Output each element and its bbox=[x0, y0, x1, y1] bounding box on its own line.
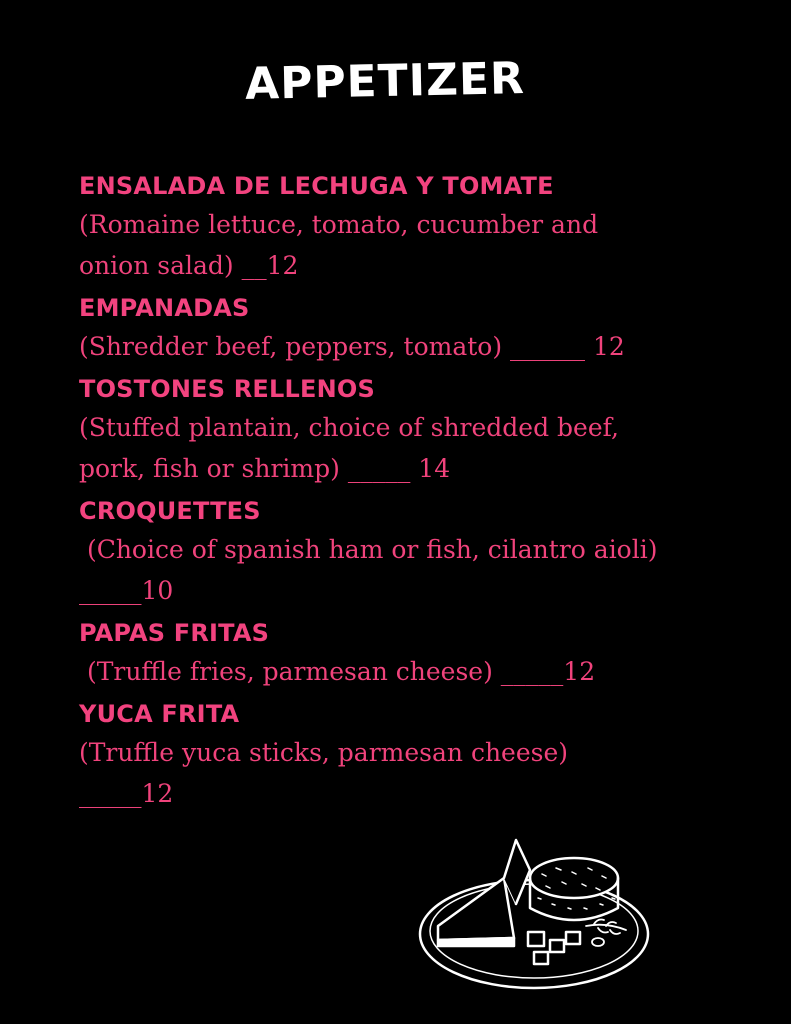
appetizer-list bbox=[79, 168, 729, 818]
menu-item bbox=[79, 615, 729, 692]
item-description-line: (Stuffed plantain, choice of shredded beef, bbox=[79, 413, 619, 442]
item-description-line: _____10 bbox=[79, 576, 174, 605]
item-description-line: (Truffle fries, parmesan cheese) _____12 bbox=[79, 657, 596, 686]
herb-sprig bbox=[586, 920, 626, 935]
cheese-wedge-rind bbox=[438, 938, 514, 946]
item-description bbox=[79, 326, 729, 367]
item-name: YUCA FRITA bbox=[79, 700, 240, 728]
menu-item bbox=[79, 493, 729, 611]
cheese-cube bbox=[566, 932, 580, 944]
item-description-line: (Choice of spanish ham or fish, cilantro aioli) bbox=[79, 535, 658, 564]
cheese-cube bbox=[550, 940, 564, 952]
item-description bbox=[79, 204, 729, 286]
menu-item bbox=[79, 696, 729, 814]
menu-item bbox=[79, 371, 729, 489]
item-description bbox=[79, 651, 729, 692]
item-name: CROQUETTES bbox=[79, 497, 261, 525]
item-description-line: (Romaine lettuce, tomato, cucumber and bbox=[79, 210, 599, 239]
menu-item bbox=[79, 168, 729, 286]
round-cheese-side-texture bbox=[538, 898, 615, 909]
menu-title: APPETIZER bbox=[244, 53, 526, 110]
item-name: ENSALADA DE LECHUGA Y TOMATE bbox=[79, 172, 554, 200]
item-description-line: pork, fish or shrimp) _____ 14 bbox=[79, 454, 451, 483]
item-description bbox=[79, 529, 729, 611]
olive bbox=[592, 938, 604, 946]
item-description bbox=[79, 407, 729, 489]
item-description-line: onion salad) __12 bbox=[79, 251, 299, 280]
item-name: EMPANADAS bbox=[79, 294, 250, 322]
item-description-line: (Shredder beef, peppers, tomato) ______ 12 bbox=[79, 332, 625, 361]
item-description-line: (Truffle yuca sticks, parmesan cheese) bbox=[79, 738, 569, 767]
item-description-line: _____12 bbox=[79, 779, 174, 808]
menu-item bbox=[79, 290, 729, 367]
cheese-board-icon bbox=[416, 834, 656, 992]
cheese-cube bbox=[528, 932, 544, 946]
item-name: TOSTONES RELLENOS bbox=[79, 375, 375, 403]
cheese-cube bbox=[534, 952, 548, 964]
item-name: PAPAS FRITAS bbox=[79, 619, 270, 647]
item-description bbox=[79, 732, 729, 814]
